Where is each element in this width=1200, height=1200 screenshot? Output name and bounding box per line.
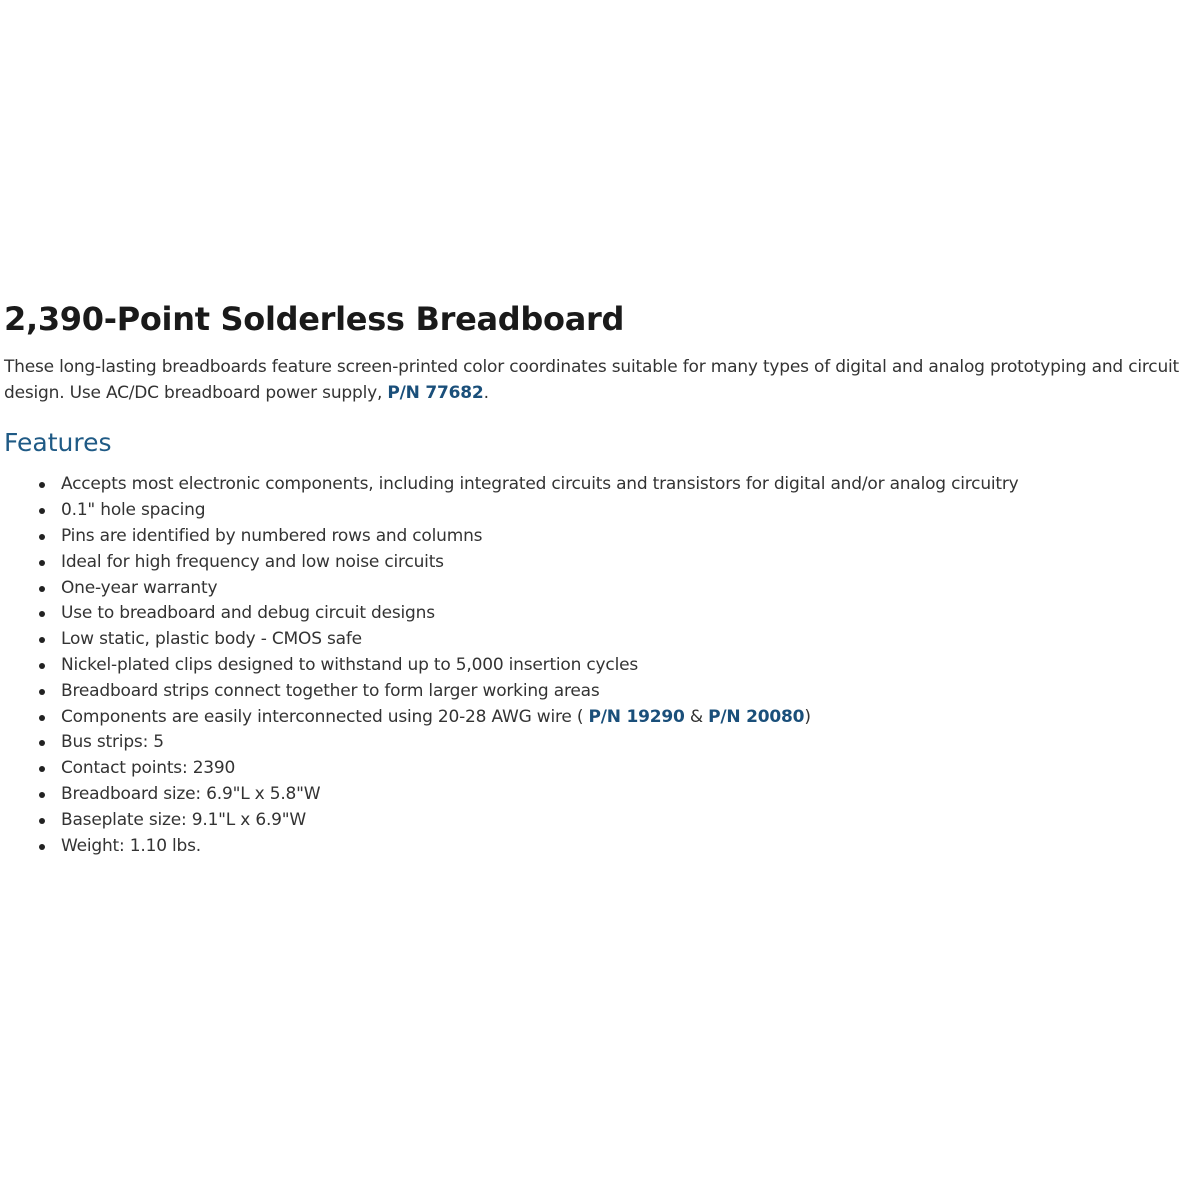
page-title: 2,390-Point Solderless Breadboard [4, 300, 625, 338]
feature-text: 0.1" hole spacing [61, 500, 206, 521]
list-item [39, 834, 1184, 860]
product-description [4, 300, 1184, 859]
bullet-icon [39, 715, 45, 721]
bullet-icon [39, 844, 45, 850]
bullet-icon [39, 818, 45, 824]
spec-text: Baseplate size: 9.1"L x 6.9"W [61, 809, 307, 830]
bullet-icon [39, 689, 45, 695]
feature-text: Pins are identified by numbered rows and columns [61, 525, 483, 546]
feature-text: Accepts most electronic components, including integrated circuits and transistors for digital and/or analog circuitry [61, 474, 1019, 495]
feature-text: One-year warranty [61, 577, 218, 598]
feature-text: Ideal for high frequency and low noise circuits [61, 551, 444, 572]
bullet-icon [39, 637, 45, 643]
bullet-icon [39, 508, 45, 514]
bullet-icon [39, 792, 45, 798]
list-item [39, 524, 1184, 550]
bullet-icon [39, 740, 45, 746]
power-supply-link[interactable]: P/N 77682 [387, 383, 484, 404]
wire-amp: & [684, 706, 709, 727]
feature-text: Low static, plastic body - CMOS safe [61, 629, 362, 650]
list-item [39, 550, 1184, 576]
bullet-icon [39, 586, 45, 592]
bullet-icon [39, 482, 45, 488]
feature-text: Use to breadboard and debug circuit designs [61, 603, 435, 624]
spec-text: Weight: 1.10 lbs. [61, 835, 201, 856]
wire-text: Components are easily interconnected using 20-28 AWG wire ( [61, 706, 589, 727]
wire-link-20080[interactable]: P/N 20080 [708, 706, 805, 727]
bullet-icon [39, 534, 45, 540]
feature-text: Nickel-plated clips designed to withstand up to 5,000 insertion cycles [61, 654, 639, 675]
list-item [39, 576, 1184, 602]
bullet-icon [39, 766, 45, 772]
spec-text: Bus strips: 5 [61, 732, 164, 753]
list-item [39, 627, 1184, 653]
bullet-icon [39, 560, 45, 566]
list-item [39, 472, 1184, 498]
product-intro [4, 354, 1184, 406]
spec-text: Contact points: 2390 [61, 758, 236, 779]
bullet-icon [39, 663, 45, 669]
spec-text: Breadboard size: 6.9"L x 5.8"W [61, 783, 321, 804]
feature-text: Breadboard strips connect together to form larger working areas [61, 680, 600, 701]
list-item [39, 730, 1184, 756]
list-item [39, 653, 1184, 679]
bullet-icon [39, 611, 45, 617]
features-heading: Features [4, 428, 112, 458]
list-item [39, 808, 1184, 834]
intro-text: These long-lasting breadboards feature screen-printed color coordinates suitable for many types of digital and analog prototyping and circuit design. Use AC/DC breadboard power supply, [4, 357, 1180, 404]
list-item-wire [39, 705, 1184, 731]
list-item [39, 679, 1184, 705]
wire-end: ) [804, 706, 811, 727]
features-list [4, 472, 1184, 859]
list-item [39, 498, 1184, 524]
intro-end: . [483, 383, 489, 404]
list-item [39, 601, 1184, 627]
wire-link-19290[interactable]: P/N 19290 [588, 706, 685, 727]
list-item [39, 756, 1184, 782]
list-item [39, 782, 1184, 808]
